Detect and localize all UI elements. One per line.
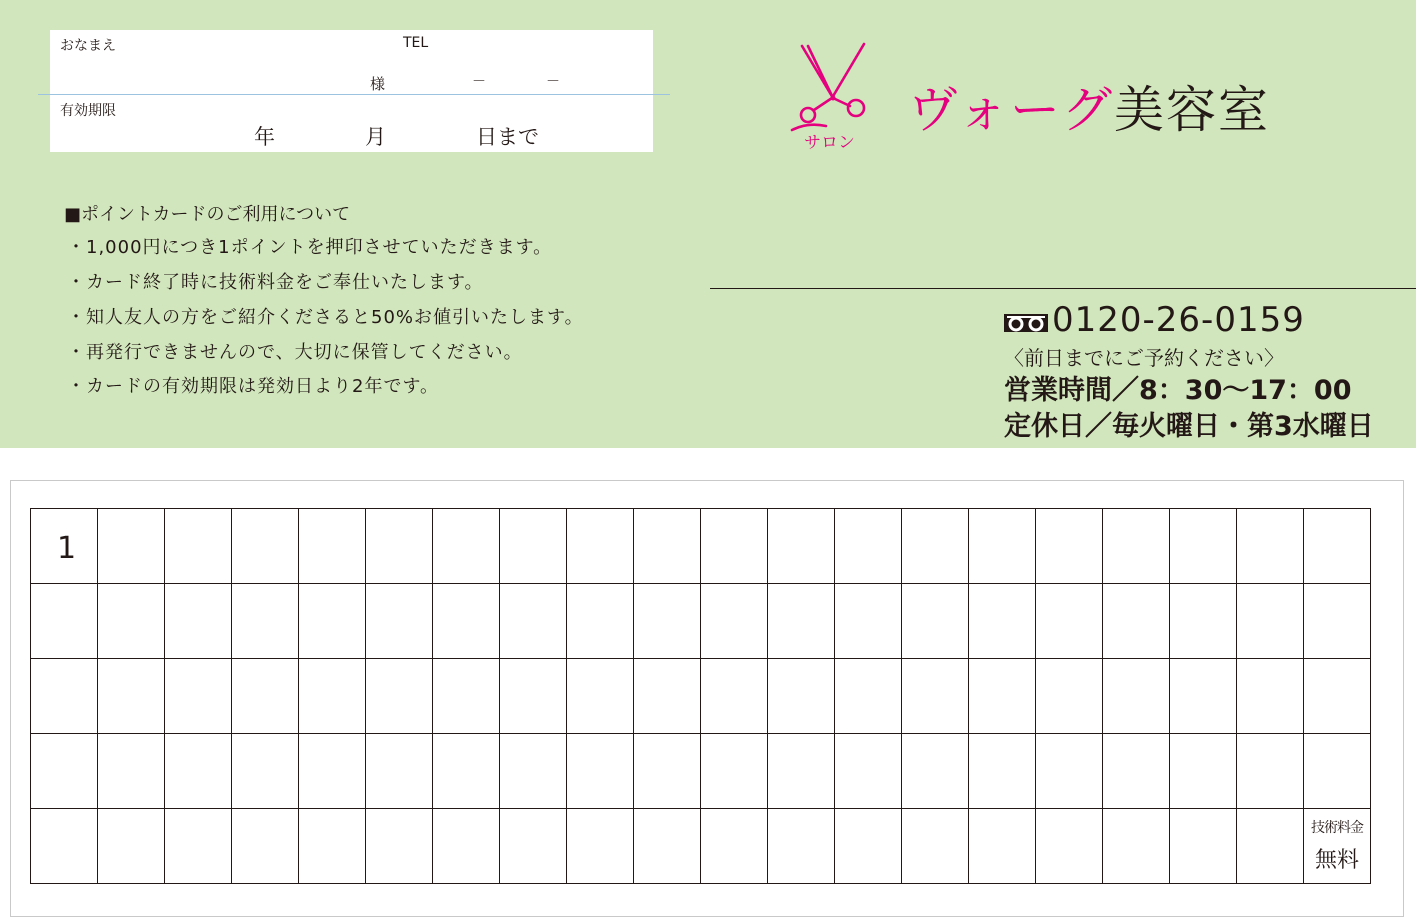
name-label: おなまえ [60,38,116,54]
stamp-cell[interactable] [902,659,969,734]
stamp-cell[interactable] [1036,509,1103,584]
stamp-cell[interactable] [634,509,701,584]
stamp-cell[interactable] [902,509,969,584]
stamp-cell[interactable] [835,659,902,734]
stamp-cell[interactable] [433,809,500,884]
stamp-cell[interactable] [567,509,634,584]
stamp-cell[interactable] [902,734,969,809]
stamp-cell[interactable] [1103,509,1170,584]
stamp-cell-number: 1 [57,531,77,566]
stamp-cell[interactable] [567,584,634,659]
stamp-cell[interactable] [165,734,232,809]
salon-name-katakana: ヴォーグ [908,81,1114,139]
salon-name [908,70,1270,142]
reward-value: 無料 [1314,848,1359,873]
stamp-cell[interactable] [1237,584,1304,659]
stamp-cell[interactable] [1036,659,1103,734]
stamp-cell[interactable] [768,809,835,884]
stamp-cell[interactable] [98,659,165,734]
stamp-cell[interactable] [567,734,634,809]
stamp-cell[interactable] [835,509,902,584]
stamp-cell[interactable] [433,509,500,584]
stamp-cell[interactable] [902,584,969,659]
stamp-cell[interactable] [366,584,433,659]
stamp-cell[interactable] [500,509,567,584]
stamp-cell[interactable] [98,509,165,584]
stamp-cell[interactable] [902,809,969,884]
stamp-cell[interactable] [165,659,232,734]
stamp-cell[interactable] [500,734,567,809]
stamp-cell[interactable] [969,584,1036,659]
stamp-cell[interactable] [299,509,366,584]
stamp-cell[interactable] [969,659,1036,734]
stamp-cell[interactable] [433,734,500,809]
stamp-cell[interactable] [567,659,634,734]
stamp-cell[interactable] [969,734,1036,809]
salon-logo [788,40,878,156]
logo-text: サロン [804,133,855,152]
stamp-cell[interactable] [1103,734,1170,809]
stamp-cell[interactable] [165,509,232,584]
stamp-cell[interactable] [1103,584,1170,659]
stamp-cell[interactable] [31,509,98,584]
stamp-cell[interactable] [1304,509,1371,584]
stamp-cell[interactable] [1036,584,1103,659]
customer-info-box [50,30,653,152]
stamp-cell[interactable] [1170,734,1237,809]
stamp-cell[interactable] [232,734,299,809]
stamp-row [31,809,1371,884]
stamp-cell[interactable] [366,734,433,809]
business-hours: 営業時間／8：30〜17：00 [1004,375,1352,406]
stamp-cell[interactable] [1237,509,1304,584]
stamp-cell[interactable] [701,659,768,734]
note-item: ・1,000円につき1ポイントを押印させていただきます。 [67,237,553,258]
note-item: ・知人友人の方をご紹介くださると50%お値引いたします。 [67,307,584,328]
validity-label: 有効期限 [60,103,116,119]
honorific-label: 様 [370,75,386,93]
stamp-cell[interactable] [1304,659,1371,734]
stamp-cell[interactable] [1237,659,1304,734]
stamp-cell[interactable] [969,509,1036,584]
stamp-cell[interactable] [701,509,768,584]
stamp-cell-reward[interactable] [1304,809,1371,884]
phone-number[interactable]: 0120-26-0159 [1052,300,1305,340]
closed-days: 定休日／毎火曜日・第3水曜日 [1004,411,1374,442]
year-label: 年 [254,125,275,149]
stamp-cell[interactable] [701,734,768,809]
stamp-cell[interactable] [768,659,835,734]
reservation-note: 〈前日までにご予約ください〉 [1004,346,1284,370]
stamp-cell[interactable] [634,809,701,884]
stamp-cell[interactable] [31,659,98,734]
stamp-cell[interactable] [31,734,98,809]
stamp-cell[interactable] [701,809,768,884]
stamp-cell[interactable] [1036,734,1103,809]
tel-dash: － [472,74,486,90]
stamp-cell[interactable] [1103,809,1170,884]
notes-title: ■ポイントカードのご利用について [64,204,351,225]
tel-dash: － [546,74,560,90]
stamp-cell[interactable] [1170,509,1237,584]
salon-name-kanji: 美容室 [1114,81,1270,139]
stamp-cell[interactable] [232,584,299,659]
contact-divider [710,288,1416,289]
stamp-cell[interactable] [31,809,98,884]
stamp-cell[interactable] [366,509,433,584]
info-divider [38,94,670,95]
tel-label: TEL [403,35,429,51]
stamp-cell[interactable] [1170,659,1237,734]
note-item: ・カードの有効期限は発効日より2年です。 [67,376,440,397]
stamp-cell[interactable] [1304,734,1371,809]
stamp-row [31,734,1371,809]
stamp-cell[interactable] [634,584,701,659]
stamp-cell[interactable] [366,809,433,884]
stamp-row [31,584,1371,659]
stamp-cell[interactable] [835,809,902,884]
stamp-cell[interactable] [701,584,768,659]
reward-label: 技術料金 [1311,820,1363,836]
stamp-cell[interactable] [1036,809,1103,884]
stamp-cell[interactable] [366,659,433,734]
stamp-cell[interactable] [232,809,299,884]
freedial-icon [1004,314,1048,332]
stamp-row [31,659,1371,734]
stamp-cell[interactable] [299,809,366,884]
stamp-cell[interactable] [165,584,232,659]
stamp-row [31,509,1371,584]
stamp-cell[interactable] [98,584,165,659]
stamp-cell[interactable] [969,809,1036,884]
stamp-cell[interactable] [1237,809,1304,884]
stamp-cell[interactable] [567,809,634,884]
stamp-cell[interactable] [835,734,902,809]
stamp-cell[interactable] [232,659,299,734]
stamp-cell[interactable] [299,584,366,659]
stamp-cell[interactable] [98,809,165,884]
stamp-cell[interactable] [500,584,567,659]
stamp-cell[interactable] [299,734,366,809]
stamp-cell[interactable] [1170,809,1237,884]
stamp-cell[interactable] [165,809,232,884]
stamp-cell[interactable] [500,809,567,884]
card-front [0,0,1416,448]
stamp-cell[interactable] [1103,659,1170,734]
stamp-cell[interactable] [634,659,701,734]
scissors-icon [788,40,878,152]
stamp-cell[interactable] [1170,584,1237,659]
stamp-cell[interactable] [299,659,366,734]
stamp-cell[interactable] [31,584,98,659]
month-label: 月 [365,125,386,149]
stamp-cell[interactable] [500,659,567,734]
stamp-cell[interactable] [232,509,299,584]
note-item: ・カード終了時に技術料金をご奉仕いたします。 [67,272,484,293]
stamp-cell[interactable] [835,584,902,659]
stamp-cell[interactable] [1237,734,1304,809]
stamp-cell[interactable] [1304,584,1371,659]
stamp-cell[interactable] [433,659,500,734]
stamp-cell[interactable] [98,734,165,809]
stamp-cell[interactable] [768,509,835,584]
stamp-cell[interactable] [768,584,835,659]
stamp-grid [30,508,1371,884]
note-item: ・再発行できませんので、大切に保管してください。 [67,342,523,363]
stamp-cell[interactable] [768,734,835,809]
stamp-cell[interactable] [433,584,500,659]
until-label: 日まで [476,125,539,149]
stamp-cell[interactable] [634,734,701,809]
